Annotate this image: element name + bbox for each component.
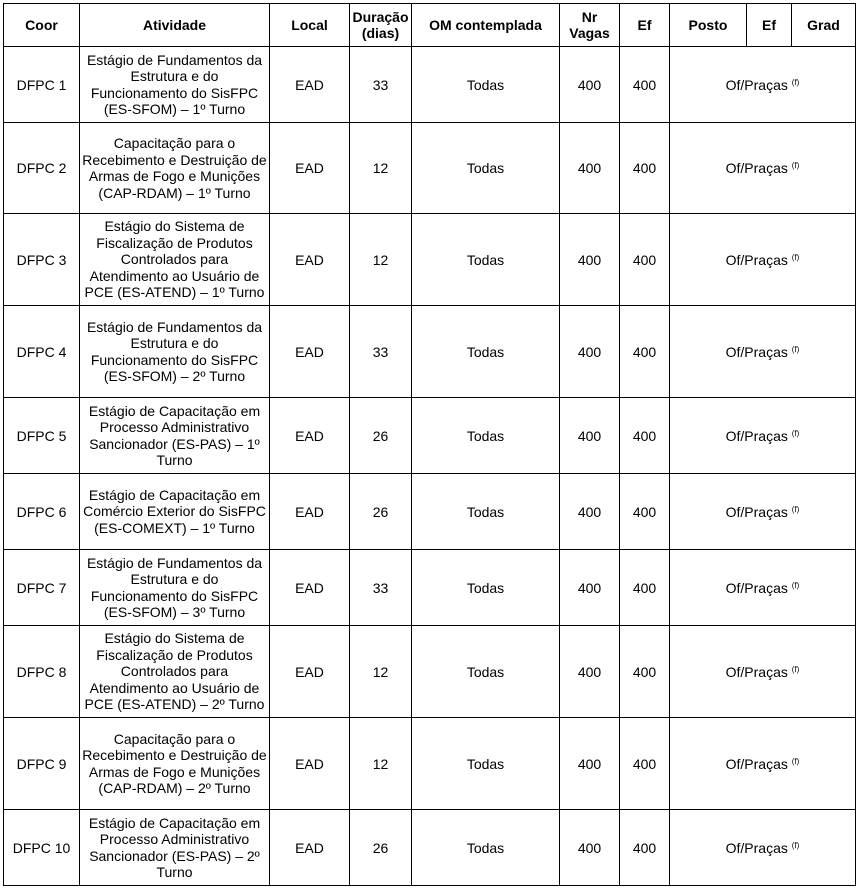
cell-duracao: 26: [350, 398, 412, 474]
cell-coor: DFPC 10: [4, 810, 80, 886]
cell-posto-grad: [670, 123, 856, 214]
cell-atividade: Estágio do Sistema de Fiscalização de Produtos Controlados para Atendimento ao Usuário de PCE (ES-ATEND) – 2º Turno: [80, 626, 270, 718]
cell-atividade: Capacitação para o Recebimento e Destruição de Armas de Fogo e Munições (CAP-RDAM) – 1º Turno: [80, 123, 270, 214]
header-nr-vagas: Nr Vagas: [560, 4, 620, 47]
cell-om: Todas: [412, 47, 560, 123]
posto-text: Of/Praças: [725, 76, 788, 93]
table-row: [4, 398, 856, 474]
footnote-marker: (f): [791, 580, 800, 590]
cell-duracao: 12: [350, 626, 412, 718]
cell-local: EAD: [270, 123, 350, 214]
cell-posto-grad: [670, 474, 856, 550]
cell-local: EAD: [270, 398, 350, 474]
cell-om: Todas: [412, 718, 560, 810]
header-posto: Posto: [670, 4, 747, 47]
cell-posto-grad: [670, 718, 856, 810]
cell-atividade: Capacitação para o Recebimento e Destruição de Armas de Fogo e Munições (CAP-RDAM) – 2º Turno: [80, 718, 270, 810]
cell-duracao: 12: [350, 214, 412, 306]
cell-duracao: 33: [350, 47, 412, 123]
cell-ef: 400: [620, 214, 670, 306]
cell-coor: DFPC 3: [4, 214, 80, 306]
cell-posto-grad: [670, 810, 856, 886]
cell-posto-grad: [670, 214, 856, 306]
footnote-marker: (f): [791, 664, 800, 674]
cell-posto-grad: [670, 550, 856, 626]
cell-om: Todas: [412, 626, 560, 718]
table-row: [4, 306, 856, 398]
header-coor: Coor: [4, 4, 80, 47]
cell-duracao: 26: [350, 810, 412, 886]
cell-nr-vagas: 400: [560, 214, 620, 306]
cell-nr-vagas: 400: [560, 306, 620, 398]
posto-text: Of/Praças: [725, 663, 788, 680]
cell-posto-grad: [670, 398, 856, 474]
table-row: [4, 810, 856, 886]
table-row: [4, 626, 856, 718]
cell-local: EAD: [270, 47, 350, 123]
table-row: [4, 718, 856, 810]
header-row: [4, 4, 856, 47]
cell-local: EAD: [270, 214, 350, 306]
cell-om: Todas: [412, 398, 560, 474]
cell-ef: 400: [620, 398, 670, 474]
cell-local: EAD: [270, 306, 350, 398]
posto-text: Of/Praças: [725, 427, 788, 444]
cell-nr-vagas: 400: [560, 47, 620, 123]
footnote-marker: (f): [791, 504, 800, 514]
cell-om: Todas: [412, 123, 560, 214]
cell-coor: DFPC 9: [4, 718, 80, 810]
cell-coor: DFPC 1: [4, 47, 80, 123]
posto-text: Of/Praças: [725, 251, 788, 268]
cell-atividade: Estágio do Sistema de Fiscalização de Produtos Controlados para Atendimento ao Usuário de PCE (ES-ATEND) – 1º Turno: [80, 214, 270, 306]
cell-local: EAD: [270, 474, 350, 550]
table-body: [4, 47, 856, 886]
cell-posto-grad: [670, 47, 856, 123]
cell-ef: 400: [620, 123, 670, 214]
cell-ef: 400: [620, 47, 670, 123]
header-grad: Grad: [792, 4, 856, 47]
posto-text: Of/Praças: [725, 839, 788, 856]
header-duracao: Duração (dias): [350, 4, 412, 47]
table-row: [4, 474, 856, 550]
header-ef: Ef: [620, 4, 670, 47]
cell-om: Todas: [412, 474, 560, 550]
table-row: [4, 47, 856, 123]
table-row: [4, 123, 856, 214]
cell-nr-vagas: 400: [560, 550, 620, 626]
cell-nr-vagas: 400: [560, 810, 620, 886]
cell-coor: DFPC 7: [4, 550, 80, 626]
cell-ef: 400: [620, 550, 670, 626]
cell-duracao: 33: [350, 550, 412, 626]
cell-atividade: Estágio de Fundamentos da Estrutura e do Funcionamento do SisFPC (ES-SFOM) – 1º Turno: [80, 47, 270, 123]
cell-om: Todas: [412, 550, 560, 626]
cell-om: Todas: [412, 306, 560, 398]
cell-duracao: 33: [350, 306, 412, 398]
cell-nr-vagas: 400: [560, 626, 620, 718]
cell-local: EAD: [270, 626, 350, 718]
cell-ef: 400: [620, 810, 670, 886]
header-local: Local: [270, 4, 350, 47]
cell-atividade: Estágio de Fundamentos da Estrutura e do Funcionamento do SisFPC (ES-SFOM) – 2º Turno: [80, 306, 270, 398]
cell-atividade: Estágio de Capacitação em Processo Administrativo Sancionador (ES-PAS) – 1º Turno: [80, 398, 270, 474]
cell-local: EAD: [270, 810, 350, 886]
footnote-marker: (f): [791, 161, 800, 170]
cell-atividade: Estágio de Fundamentos da Estrutura e do Funcionamento do SisFPC (ES-SFOM) – 3º Turno: [80, 550, 270, 626]
footnote-marker: (f): [791, 756, 800, 766]
cell-ef: 400: [620, 474, 670, 550]
cell-coor: DFPC 5: [4, 398, 80, 474]
cell-duracao: 12: [350, 123, 412, 214]
posto-text: Of/Praças: [725, 343, 788, 360]
cell-atividade: Estágio de Capacitação em Comércio Exterior do SisFPC (ES-COMEXT) – 1º Turno: [80, 474, 270, 550]
cell-om: Todas: [412, 214, 560, 306]
cell-coor: DFPC 6: [4, 474, 80, 550]
cell-coor: DFPC 4: [4, 306, 80, 398]
cell-ef: 400: [620, 626, 670, 718]
table-row: [4, 550, 856, 626]
header-om: OM contemplada: [412, 4, 560, 47]
cell-ef: 400: [620, 718, 670, 810]
posto-text: Of/Praças: [725, 755, 788, 772]
cell-posto-grad: [670, 306, 856, 398]
cell-ef: 400: [620, 306, 670, 398]
footnote-marker: (f): [791, 252, 800, 262]
cell-duracao: 12: [350, 718, 412, 810]
footnote-marker: (f): [791, 77, 800, 87]
posto-text: Of/Praças: [725, 579, 788, 596]
header-ef-2: Ef: [747, 4, 792, 47]
table-row: [4, 214, 856, 306]
footnote-marker: (f): [791, 840, 800, 850]
cell-posto-grad: [670, 626, 856, 718]
posto-text: Of/Praças: [725, 503, 788, 520]
cell-local: EAD: [270, 718, 350, 810]
cell-local: EAD: [270, 550, 350, 626]
cell-om: Todas: [412, 810, 560, 886]
course-table: [3, 3, 856, 886]
footnote-marker: (f): [791, 428, 800, 438]
posto-text: Of/Praças: [725, 160, 788, 176]
cell-nr-vagas: 400: [560, 398, 620, 474]
cell-coor: DFPC 2: [4, 123, 80, 214]
cell-coor: DFPC 8: [4, 626, 80, 718]
cell-nr-vagas: 400: [560, 474, 620, 550]
cell-atividade: Estágio de Capacitação em Processo Administrativo Sancionador (ES-PAS) – 2º Turno: [80, 810, 270, 886]
footnote-marker: (f): [791, 344, 800, 354]
cell-nr-vagas: 400: [560, 718, 620, 810]
header-atividade: Atividade: [80, 4, 270, 47]
cell-nr-vagas: 400: [560, 123, 620, 214]
cell-duracao: 26: [350, 474, 412, 550]
